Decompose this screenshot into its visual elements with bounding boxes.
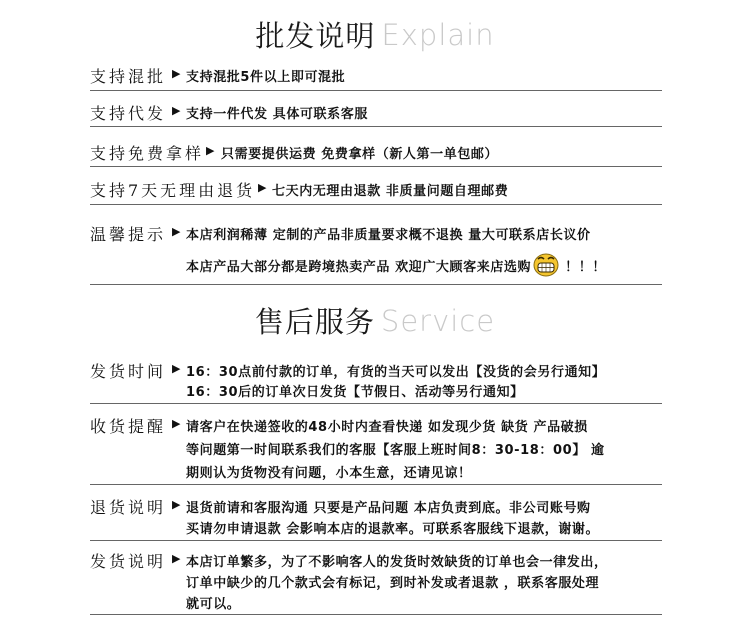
arrow-right-icon: ▶ [172,362,181,375]
policy-text: 就可以。 [186,597,241,612]
policy-label: 发货说明 [90,552,167,571]
policy-text: 16：30后的订单次日发货【节假日、活动等另行通知】 [186,385,524,400]
policy-label: 支持代发 [90,104,167,123]
divider [90,166,662,167]
divider [90,284,662,285]
divider [90,204,662,205]
section-title-explain [0,14,750,55]
section-title-en: Service [380,303,496,338]
divider [90,614,662,615]
policy-text: 本店产品大部分都是跨境热卖产品 欢迎广大顾客来店选购 ！！！ [186,256,606,277]
arrow-right-icon: ▶ [172,225,181,238]
arrow-right-icon: ▶ [172,498,181,511]
grinning-face-icon [533,253,559,277]
divider [90,484,662,485]
policy-text: 请客户在快递签收的48小时内查看快递 如发现少货 缺货 产品破损 [186,420,588,435]
policy-text: 期则认为货物没有问题，小本生意，还请见谅！ [186,466,472,481]
section-title-cn: 售后服务 [254,305,375,339]
policy-text: 支持一件代发 具体可联系客服 [186,107,368,122]
policy-text: 订单中缺少的几个款式会有标记，到时补发或者退款 ，联系客服处理 [186,576,600,591]
policy-text: 等问题第一时间联系我们的客服【客服上班时间8：30-18：00】 逾 [186,443,605,458]
policy-text: 16：30点前付款的订单，有货的当天可以发出【没货的会另行通知】 [186,365,606,380]
arrow-right-icon: ▶ [172,104,181,117]
arrow-right-icon: ▶ [172,67,181,80]
policy-label: 收货提醒 [90,417,167,436]
policy-label: 退货说明 [90,498,167,517]
section-title-cn: 批发说明 [255,19,376,53]
policy-text: 七天内无理由退款 非质量问题自理邮费 [272,184,509,199]
divider [90,90,662,91]
policy-label: 发货时间 [90,362,167,381]
divider [90,126,662,127]
policy-label: 支持混批 [90,67,167,86]
policy-label: 支持免费拿样 [90,144,205,163]
policy-text: 本店订单繁多，为了不影响客人的发货时效缺货的订单也会一律发出， [186,555,608,570]
policy-text: 只需要提供运费 免费拿样（新人第一单包邮） [221,147,499,162]
arrow-right-icon: ▶ [172,417,181,430]
divider [90,540,662,541]
arrow-right-icon: ▶ [206,144,215,157]
section-title-service [0,300,750,341]
arrow-right-icon: ▶ [172,552,181,565]
section-title-en: Explain [381,17,495,52]
policy-text: 退货前请和客服沟通 只要是产品问题 本店负责到底。非公司账号购 [186,501,591,516]
divider [90,403,662,404]
policy-text: 本店利润稀薄 定制的产品非质量要求概不退换 量大可联系店长议价 [186,228,591,243]
policy-text: 支持混批5件以上即可混批 [186,70,346,85]
policy-label: 支持7天无理由退货 [90,181,256,200]
policy-label: 温馨提示 [90,225,167,244]
arrow-right-icon: ▶ [258,181,267,194]
policy-text: 买请勿申请退款 会影响本店的退款率。可联系客服线下退款，谢谢。 [186,522,600,537]
